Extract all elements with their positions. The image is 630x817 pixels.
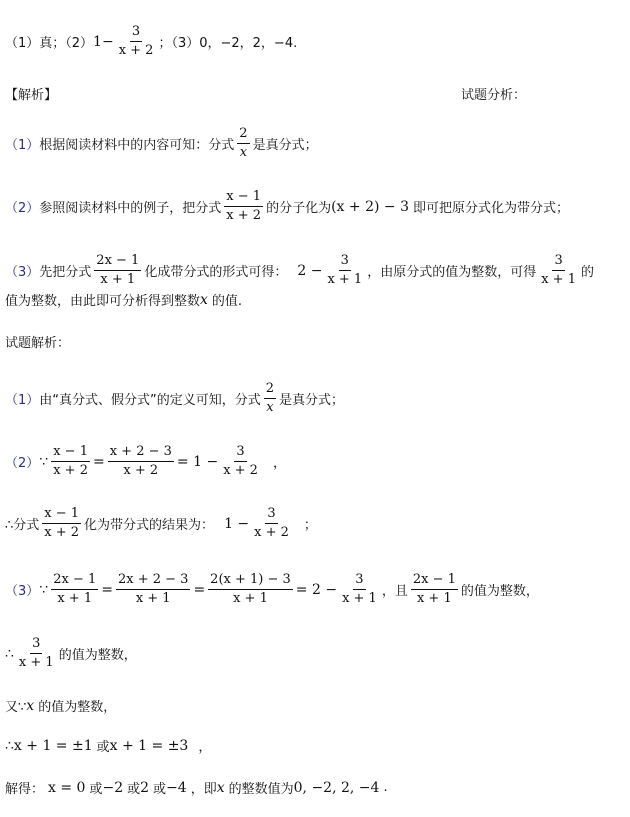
solution-text: ，且	[381, 584, 408, 599]
jiexi-header	[5, 84, 626, 103]
math-expression: = 2 −	[295, 581, 338, 598]
fraction	[17, 636, 56, 671]
fraction-denominator: x + 1	[18, 655, 54, 670]
solution-step-x-integer	[5, 696, 626, 715]
fraction-denominator: x + 2	[254, 525, 289, 540]
fraction-numerator: 3	[130, 24, 142, 42]
fraction-denominator: x + 1	[416, 591, 452, 606]
because-symbol: ∵	[39, 453, 49, 470]
analysis-item-1	[5, 126, 626, 161]
solution-text: 的值为整数，	[58, 648, 137, 663]
fraction	[252, 506, 291, 541]
answer-line	[5, 24, 626, 59]
because-symbol: ∵	[39, 581, 49, 598]
solution-text: 由“真分式、假分式”的定义可知，分式	[39, 393, 261, 408]
math-expression: 1 −	[224, 515, 250, 532]
fraction	[264, 381, 276, 416]
fraction-denominator: x + 2	[53, 463, 88, 478]
punctuation: ，	[272, 456, 286, 471]
analysis-text: 值为整数，由此即可分析得到整数	[5, 294, 201, 309]
analysis-text: ，由原分式的值为整数，可得	[367, 265, 537, 280]
punctuation: ；	[303, 518, 317, 533]
fraction-denominator: x + 1	[233, 591, 268, 606]
fraction-numerator: 3	[265, 506, 277, 524]
item-tag: （2）	[5, 456, 40, 471]
fraction-numerator: 2x − 1	[94, 253, 141, 271]
fraction	[51, 572, 98, 607]
punctuation: ，	[198, 740, 212, 755]
answer-one-minus: 1−	[93, 33, 114, 50]
item-tag: （1）	[5, 138, 40, 153]
fraction-numerator: 2x − 1	[411, 572, 458, 590]
item-tag: （2）	[5, 201, 40, 216]
solution-text: 化为带分式的结果为：	[84, 518, 215, 533]
fraction	[208, 572, 293, 607]
fraction	[325, 253, 364, 288]
therefore-text: ∴分式	[5, 518, 40, 533]
fraction-denominator: x + 2	[226, 208, 262, 223]
fraction-denominator: x + 1	[342, 591, 377, 606]
analysis-text: 化成带分式的形式可得：	[144, 265, 288, 280]
math-expression: x = 0	[48, 779, 86, 796]
fraction	[411, 572, 458, 607]
math-expression: 2 −	[297, 262, 323, 279]
analysis-text: 是真分式；	[252, 138, 318, 153]
math-operator: =	[101, 581, 113, 598]
solution-text: 的值为整数，	[460, 584, 539, 599]
fraction-denominator: x	[266, 400, 274, 415]
solution-title-text: 试题解析：	[5, 336, 71, 351]
math-expression: −2	[102, 779, 124, 796]
fraction	[94, 253, 141, 288]
math-expression: (x + 2) − 3	[331, 198, 409, 215]
fraction	[108, 444, 174, 479]
fraction	[221, 444, 260, 479]
fraction-numerator: 2(x + 1) − 3	[208, 572, 293, 590]
solution-text: 的整数值为	[228, 782, 294, 797]
solution-final	[5, 778, 626, 797]
solution-item-1	[5, 381, 626, 416]
solution-text: 解得：	[5, 782, 45, 797]
item-tag: （3）	[5, 265, 40, 280]
analysis-item-3	[5, 253, 626, 288]
math-expression: 0, −2, 2, −4	[293, 779, 380, 796]
math-operator: =	[193, 581, 206, 598]
fraction-numerator: 3	[552, 253, 564, 271]
analysis-text: 参照阅读材料中的例子，把分式	[39, 201, 222, 216]
solution-text: 又∵	[5, 700, 27, 715]
fraction-denominator: x + 2	[123, 463, 159, 478]
solution-item-3	[5, 572, 626, 607]
math-expression: x + 1 = ±3	[109, 737, 189, 754]
analysis-item-3-cont	[5, 290, 626, 309]
solution-item-2-result	[5, 506, 626, 541]
solution-text: 或	[127, 782, 141, 797]
fraction-denominator: x + 2	[223, 463, 258, 478]
fraction-numerator: 2	[237, 126, 249, 144]
math-expression: −4	[166, 779, 187, 796]
math-variable: x	[216, 779, 225, 796]
answer-part1: （1）真；（2）	[5, 36, 94, 51]
fraction	[237, 126, 249, 161]
solution-step-cases	[5, 736, 626, 755]
fraction-denominator: x + 1	[135, 591, 171, 606]
analysis-text: 即可把原分式化为带分式；	[412, 201, 569, 216]
solution-text: 是真分式；	[279, 393, 345, 408]
fraction-denominator: x + 1	[57, 591, 93, 606]
math-operator: =	[92, 453, 105, 470]
analysis-title: 试题分析：	[460, 88, 526, 103]
math-variable: x	[26, 697, 35, 714]
fraction-denominator: x + 1	[327, 272, 363, 287]
math-expression: = 1 −	[176, 453, 219, 470]
fraction-numerator: 3	[339, 253, 351, 271]
item-tag: （1）	[5, 393, 40, 408]
fraction-denominator: x + 2	[118, 43, 154, 58]
analysis-item-2	[5, 189, 626, 224]
solution-text: 的值为整数，	[38, 700, 117, 715]
item-tag: （3）	[5, 584, 40, 599]
solution-title	[5, 332, 626, 351]
therefore-symbol: ∴	[5, 645, 14, 662]
analysis-text: 的值.	[211, 294, 243, 309]
jiexi-label: 【解析】	[5, 88, 58, 103]
answer-part2: ；（3）0，−2，2，−4.	[158, 36, 298, 51]
fraction	[51, 444, 90, 479]
fraction-denominator: x + 1	[100, 272, 136, 287]
math-expression: x + 1 = ±1	[13, 737, 93, 754]
analysis-text: 先把分式	[39, 265, 92, 280]
fraction-numerator: 3	[30, 636, 42, 654]
fraction	[116, 572, 190, 607]
fraction-numerator: x − 1	[224, 189, 263, 207]
fraction	[539, 253, 578, 288]
analysis-text: 的	[580, 265, 594, 280]
answer-fraction	[117, 24, 156, 59]
fraction-numerator: x + 2 − 3	[108, 444, 174, 462]
solution-text: 或	[89, 782, 103, 797]
solution-text: ，即	[190, 782, 217, 797]
fraction-numerator: 2x − 1	[51, 572, 98, 590]
analysis-text: 的分子化为	[266, 201, 332, 216]
math-variable: x	[200, 291, 208, 308]
punctuation: .	[383, 780, 388, 795]
analysis-text: 根据阅读材料中的内容可知：分式	[39, 138, 235, 153]
therefore-symbol: ∴	[5, 737, 14, 754]
fraction	[340, 572, 379, 607]
solution-text: 或	[96, 740, 110, 755]
fraction	[224, 189, 263, 224]
fraction-denominator: x + 1	[541, 272, 576, 287]
fraction-numerator: 2x + 2 − 3	[116, 572, 190, 590]
math-expression: 2	[140, 779, 150, 796]
solution-text: 或	[153, 782, 167, 797]
solution-step-integer	[5, 636, 626, 671]
fraction-numerator: 3	[234, 444, 246, 462]
fraction-denominator: x	[239, 145, 248, 160]
solution-item-2	[5, 444, 626, 479]
fraction	[42, 506, 81, 541]
fraction-denominator: x + 2	[44, 525, 80, 540]
fraction-numerator: 3	[353, 572, 365, 590]
fraction-numerator: x − 1	[42, 506, 81, 524]
fraction-numerator: x − 1	[51, 444, 90, 462]
fraction-numerator: 2	[264, 381, 276, 399]
